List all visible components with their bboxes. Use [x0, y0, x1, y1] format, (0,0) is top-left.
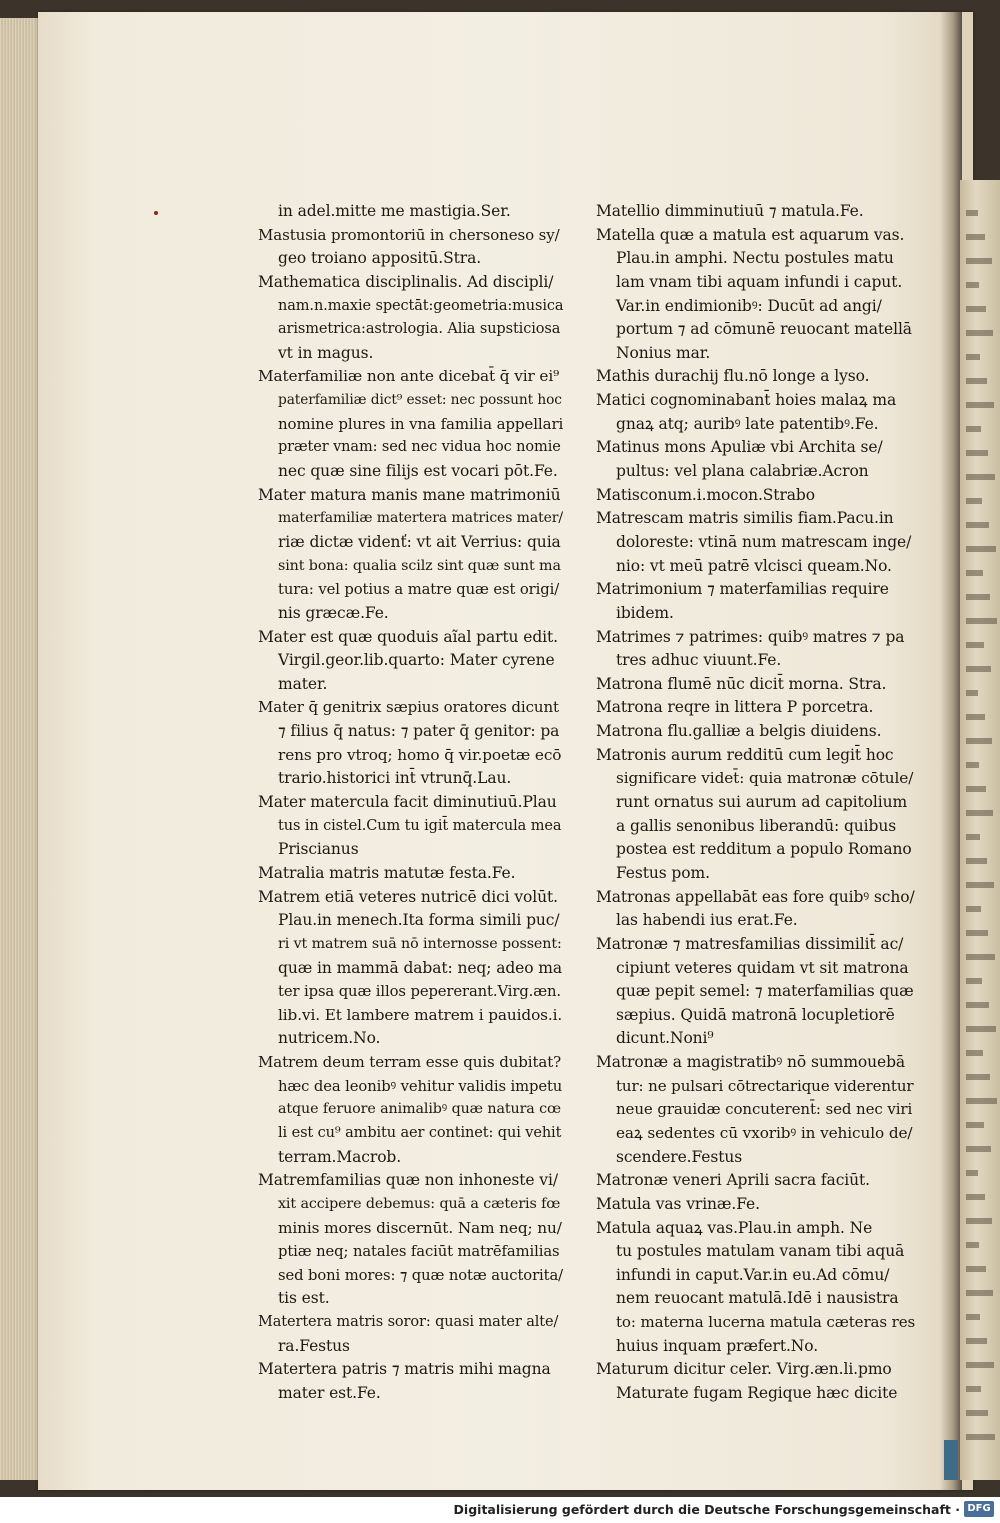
ghost-text-stroke: [966, 1170, 978, 1176]
ghost-text-stroke: [966, 642, 984, 648]
text-line: ⁊ filius q̄ natus: ⁊ pater q̄ genitor: pa: [278, 722, 560, 741]
text-line: Mater matura manis mane matrimoniū: [258, 485, 561, 504]
ghost-text-stroke: [966, 1146, 991, 1152]
ghost-text-stroke: [966, 450, 988, 456]
text-line: Mathis durachij flu.nō longe a lyso.: [596, 367, 870, 386]
text-line: ra.Festus: [278, 1336, 350, 1355]
text-line: tu postules matulam vanam tibi aquā: [616, 1242, 905, 1261]
ghost-text-stroke: [966, 906, 981, 912]
text-line: huius inquam præfert.No.: [616, 1336, 819, 1355]
text-line: Matrescam matris similis fiam.Pacu.in: [596, 509, 894, 528]
text-line: præter vnam: sed nec vidua hoc nomie: [278, 439, 561, 456]
ghost-text-stroke: [966, 306, 986, 312]
text-line: Matronis aurum redditū cum legit̄ hoc: [596, 745, 894, 764]
text-line: postea est redditum a populo Romano: [616, 840, 912, 859]
ghost-text-stroke: [966, 930, 988, 936]
text-line: terram.Macrob.: [278, 1147, 402, 1166]
text-line: Mater est quæ quoduis aĩal partu edit.: [258, 627, 558, 646]
text-line: paterfamiliæ dict⁹ esset: nec possunt hoc: [278, 392, 562, 409]
ghost-text-stroke: [966, 810, 993, 816]
text-line: tus in cistel.Cum tu igit̄ matercula mea: [278, 817, 562, 834]
text-line: Priscianus: [278, 840, 359, 859]
ghost-text-stroke: [966, 474, 995, 480]
text-line: trario.historici int̄ vtrunq̄.Lau.: [278, 769, 512, 788]
text-line: atque feruore animalibꝰ quæ natura cœ: [278, 1101, 561, 1118]
ghost-text-stroke: [966, 786, 986, 792]
text-line: materfamiliæ matertera matrices mater/: [278, 510, 564, 527]
text-line: minis mores discernūt. Nam neq; nu/: [278, 1218, 562, 1237]
ink-dot: [154, 211, 158, 215]
text-line: ri vt matrem suā nō internosse possent:: [278, 935, 562, 952]
text-line: li est cu⁹ ambitu aer continet: qui vehit: [278, 1124, 562, 1141]
text-line: neue grauidæ concuterent̄: sed nec viri: [616, 1100, 913, 1119]
text-line: to: materna lucerna matula cæteras res: [616, 1313, 916, 1332]
ghost-text-stroke: [966, 858, 987, 864]
text-line: Matrona flumē nūc dicit̄ morna. Stra.: [596, 674, 887, 693]
text-line: Mathematica disciplinalis. Ad discipli/: [258, 272, 554, 291]
text-line: quæ pepit semel: ⁊ materfamilias quæ: [616, 982, 914, 1001]
ghost-text-stroke: [966, 1002, 989, 1008]
ghost-text-stroke: [966, 666, 991, 672]
ghost-text-stroke: [966, 1314, 980, 1320]
text-line: sint bona: qualia scilz sint quæ sunt ma: [278, 557, 561, 574]
ghost-text-stroke: [966, 1122, 984, 1128]
text-line: nutricem.No.: [278, 1029, 381, 1048]
text-line: mater.: [278, 674, 328, 693]
text-line: lib.vi. Et lambere matrem i pauidos.i.: [278, 1005, 563, 1024]
text-line: mater est.Fe.: [278, 1384, 381, 1403]
ghost-text-stroke: [966, 522, 989, 528]
text-line: Matertera patris ⁊ matris mihi magna: [258, 1360, 551, 1379]
text-line: Matremfamilias quæ non inhoneste vi/: [258, 1171, 558, 1190]
text-line: ibidem.: [616, 603, 674, 622]
ghost-text-stroke: [966, 738, 992, 744]
text-line: Matrona reqre in littera P porcetra.: [596, 698, 874, 717]
ghost-text-stroke: [966, 498, 982, 504]
text-line: tur: ne pulsari cōtrectarique viderentur: [616, 1076, 914, 1095]
text-line: Matronæ ⁊ matresfamilias dissimilit̄ ac/: [596, 934, 904, 953]
text-line: significare videt̄: quia matronæ cōtule/: [616, 769, 914, 788]
ghost-text-stroke: [966, 1266, 986, 1272]
ghost-text-stroke: [966, 954, 995, 960]
ghost-text-stroke: [966, 1098, 997, 1104]
text-line: Matralia matris matutæ festa.Fe.: [258, 863, 516, 882]
text-line: gnaꝝ atq; auribꝰ late patentibꝰ.Fe.: [616, 414, 879, 433]
facing-page-edge: [960, 180, 1000, 1480]
text-line: nomine plures in vna familia appellari: [278, 414, 564, 433]
ghost-text-stroke: [966, 426, 981, 432]
text-line: Virgil.geor.lib.quarto: Mater cyrene: [278, 651, 555, 670]
ghost-text-stroke: [966, 1218, 992, 1224]
ghost-text-stroke: [966, 1410, 988, 1416]
book-page-edges: [0, 18, 41, 1480]
text-line: Maturate fugam Regique hæc dicite: [616, 1384, 898, 1403]
text-line: sæpius. Quidā matronā locupletiorē: [616, 1005, 895, 1024]
text-line: nec quæ sine filijs est vocari pōt.Fe.: [278, 462, 558, 481]
text-line: Matronæ a magistratibꝰ nō summouebā: [596, 1053, 906, 1072]
clip-marker: [944, 1440, 958, 1480]
text-line: xit accipere debemus: quā a cæteris fœ: [278, 1195, 561, 1212]
ghost-text-stroke: [966, 1026, 996, 1032]
text-line: dicunt.Noni⁹: [616, 1029, 714, 1048]
text-line: nam.n.maxie spectāt:geometria:musica: [278, 297, 564, 314]
text-line: Plau.in menech.Ita forma simili puc/: [278, 911, 560, 930]
text-line: Matronas appellabāt eas fore quibꝰ scho/: [596, 887, 915, 906]
text-line: Matici cognominabant̄ hoies malaꝝ ma: [596, 391, 897, 410]
text-line: Matula aquaꝝ vas.Plau.in amph. Ne: [596, 1218, 873, 1237]
ghost-text-stroke: [966, 690, 978, 696]
ghost-text-stroke: [966, 210, 978, 216]
text-line: scendere.Festus: [616, 1147, 743, 1166]
text-line: runt ornatus sui aurum ad capitolium: [616, 793, 908, 812]
text-line: arismetrica:astrologia. Alia supsticiosa: [278, 321, 561, 338]
text-line: a gallis senonibus liberandū: quibus: [616, 816, 897, 835]
text-line: Matula vas vrinæ.Fe.: [596, 1194, 760, 1213]
text-line: nis græcæ.Fe.: [278, 603, 389, 622]
text-line: infundi in caput.Var.in eu.Ad cōmu/: [616, 1265, 890, 1284]
text-line: Nonius mar.: [616, 343, 711, 362]
text-line: hæc dea leonibꝰ vehitur validis impetu: [278, 1077, 563, 1095]
text-line: tura: vel potius a matre quæ est origi/: [278, 581, 560, 599]
ghost-text-stroke: [966, 618, 997, 624]
text-line: ptiæ neq; natales faciūt matrēfamilias: [278, 1243, 560, 1261]
text-line: Matrona flu.galliæ a belgis diuidens.: [596, 722, 882, 741]
ghost-text-stroke: [966, 378, 987, 384]
ghost-text-stroke: [966, 1242, 979, 1248]
ghost-text-stroke: [966, 402, 994, 408]
text-line: lam vnam tibi aquam infundi i caput.: [616, 272, 903, 291]
text-line: pultus: vel plana calabriæ.Acron: [616, 462, 869, 481]
text-line: Plau.in amphi. Nectu postules matu: [616, 249, 894, 268]
text-line: eaꝝ sedentes cū vxoribꝰ in vehiculo de/: [616, 1123, 913, 1142]
text-line: Materfamiliæ non ante dicebat̄ q̄ vir ei⁹: [258, 367, 560, 386]
book-gutter: [940, 12, 962, 1490]
ghost-text-stroke: [966, 1290, 993, 1296]
text-line: Matertera matris soror: quasi mater alte/: [258, 1314, 559, 1331]
text-line: doloreste: vtinā num matrescam inge/: [616, 532, 912, 551]
ghost-text-stroke: [966, 1362, 994, 1368]
ghost-text-stroke: [966, 1386, 981, 1392]
ghost-text-stroke: [966, 234, 985, 240]
text-line: rens pro vtroq; homo q̄ vir.poetæ ecō: [278, 745, 562, 764]
ghost-text-stroke: [966, 978, 982, 984]
ghost-text-stroke: [966, 714, 985, 720]
ghost-text-stroke: [966, 762, 979, 768]
text-line: Mater matercula facit diminutiuū.Plau: [258, 793, 557, 812]
text-line: riæ dictæ videnť: vt ait Verrius: quia: [278, 532, 561, 551]
ghost-text-stroke: [966, 570, 983, 576]
footer-credit: Digitalisierung gefördert durch die Deutsche Forschungsgemeinschaft ·: [453, 1502, 960, 1517]
text-line: Matronæ veneri Aprili sacra faciūt.: [596, 1171, 870, 1190]
text-line: las habendi ius erat.Fe.: [616, 911, 798, 930]
text-line: portum ⁊ ad cōmunē reuocant matellā: [616, 320, 912, 339]
text-line: nio: vt meū patrē vlcisci queam.No.: [616, 556, 892, 575]
ghost-text-stroke: [966, 834, 980, 840]
ghost-text-stroke: [966, 1194, 985, 1200]
text-line: cipiunt veteres quidam vt sit matrona: [616, 958, 909, 977]
text-line: sed boni mores: ⁊ quæ notæ auctorita/: [278, 1266, 564, 1284]
text-line: Matinus mons Apuliæ vbi Archita se/: [596, 438, 883, 457]
ghost-text-stroke: [966, 1338, 987, 1344]
ghost-text-stroke: [966, 258, 992, 264]
text-line: Mater q̄ genitrix sæpius oratores dicunt: [258, 698, 559, 717]
ghost-text-stroke: [966, 354, 980, 360]
text-line: ter ipsa quæ illos pepererant.Virg.æn.: [278, 983, 562, 1001]
text-line: Maturum dicitur celer. Virg.æn.li.pmo: [596, 1360, 892, 1379]
ghost-text-stroke: [966, 882, 994, 888]
ghost-text-stroke: [966, 330, 993, 336]
text-line: Matisconum.i.mocon.Strabo: [596, 485, 815, 504]
text-line: tis est.: [278, 1289, 330, 1308]
text-line: nem reuocant matulā.Idē i nausistra: [616, 1289, 899, 1308]
text-line: Festus pom.: [616, 863, 710, 882]
text-line: Var.in endimionibꝰ: Ducūt ad angi/: [616, 296, 882, 315]
ghost-text-stroke: [966, 546, 996, 552]
text-line: Matellio dimminutiuū ⁊ matula.Fe.: [596, 202, 864, 220]
ghost-text-stroke: [966, 1434, 995, 1440]
text-line: Matrimes ⁊ patrimes: quibꝰ matres ⁊ pa: [596, 627, 905, 646]
text-line: Matrimonium ⁊ materfamilias require: [596, 580, 889, 599]
ghost-text-stroke: [966, 282, 979, 288]
text-column-right: [596, 200, 916, 1406]
text-column-left: [258, 200, 563, 1406]
text-line: Matrem etiā veteres nutricē dici volūt.: [258, 887, 558, 906]
text-line: geo troiano appositū.Stra.: [278, 249, 482, 268]
text-line: Matella quæ a matula est aquarum vas.: [596, 225, 905, 244]
dfg-logo: DFG: [964, 1501, 994, 1517]
ghost-text-stroke: [966, 1074, 990, 1080]
text-line: quæ in mammā dabat: neq; adeo ma: [278, 958, 563, 977]
text-line: vt in magus.: [278, 343, 374, 362]
text-line: Matrem deum terram esse quis dubitat?: [258, 1053, 562, 1072]
ghost-text-stroke: [966, 1050, 983, 1056]
text-line: in adel.mitte me mastigia.Ser.: [278, 202, 511, 220]
text-line: Mastusia promontoriū in chersoneso sy/: [258, 225, 560, 244]
ghost-text-stroke: [966, 594, 990, 600]
text-line: tres adhuc viuunt.Fe.: [616, 651, 782, 670]
